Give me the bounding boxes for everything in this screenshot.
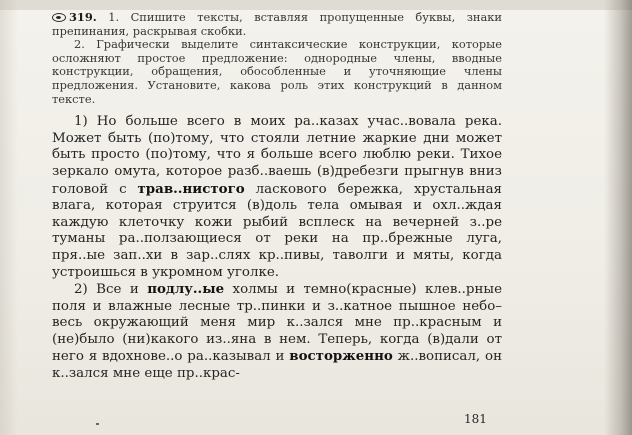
exercise-task-1-text: 1. Спишите тексты, вставляя пропущенные буквы, знаки препинания, раскрывая скобки. — [52, 10, 502, 38]
page-number: 181 — [464, 412, 487, 426]
page-edge-shadow — [604, 0, 632, 435]
text-1-part-2: ласкового бережка, хрустальная влага, которая струится (в)доль тела омывая и охл..ждая каждую клеточку кожи рыбий всплеск на вечерней з..ре туманы ра..ползающиеся от реки на пр..брежные луга, пря..ые зап..хи в зар..слях кр..пивы, таволги и мяты, когда устроишься в укромном уголке. — [52, 181, 503, 280]
text-2-bold-word-2: восторженно — [289, 348, 393, 365]
text-2-part-3: ж..вописал, он к..зался мне еще пр..крас- — [52, 349, 502, 382]
exercise-instructions — [52, 11, 502, 106]
page-content — [52, 11, 502, 383]
text-2-paragraph — [52, 281, 502, 383]
exercise-texts — [52, 114, 502, 383]
text-2-part-1: 2) Все и — [74, 282, 148, 298]
exercise-number: 319. — [69, 10, 97, 24]
text-1-part-1: 1) Но больше всего в моих ра..казах учас..вовала река. Может быть (по)тому, что стояли летние жаркие дни может быть просто (по)тому, что я больше всего люблю реки. Тихое зеркало омута, которое разб..ваешь (в)дребезги прыгнув вниз головой с — [52, 114, 502, 197]
exercise-task-1 — [52, 11, 502, 38]
text-1-bold-word: трав..нистого — [137, 180, 245, 197]
scan-top-band — [0, 0, 632, 10]
text-2-part-2: холмы и темно(красные) клев..рные поля и влажные лесные тр..пинки и з..катное пышное небо–весь окружающий меня мир к..зался мне пр..красным и (не)было (ни)какого из..яна в нем. Теперь, когда (в)дали от него я вдохнове..о ра..казывал и — [52, 282, 502, 365]
text-1-paragraph — [52, 114, 502, 281]
scan-speck — [96, 423, 99, 425]
exercise-task-2: 2. Графически выделите синтаксические конструкции, которые осложняют простое предложение: однородные члены, вводные конструкции, обращения, обособленные и уточняющие члены предложения. Установите, какова роль этих конструкций в данном тексте. — [52, 37, 502, 106]
text-2-bold-word-1: подлу..ые — [147, 281, 225, 298]
disk-icon — [52, 13, 66, 22]
page-gutter-shadow — [0, 0, 18, 435]
